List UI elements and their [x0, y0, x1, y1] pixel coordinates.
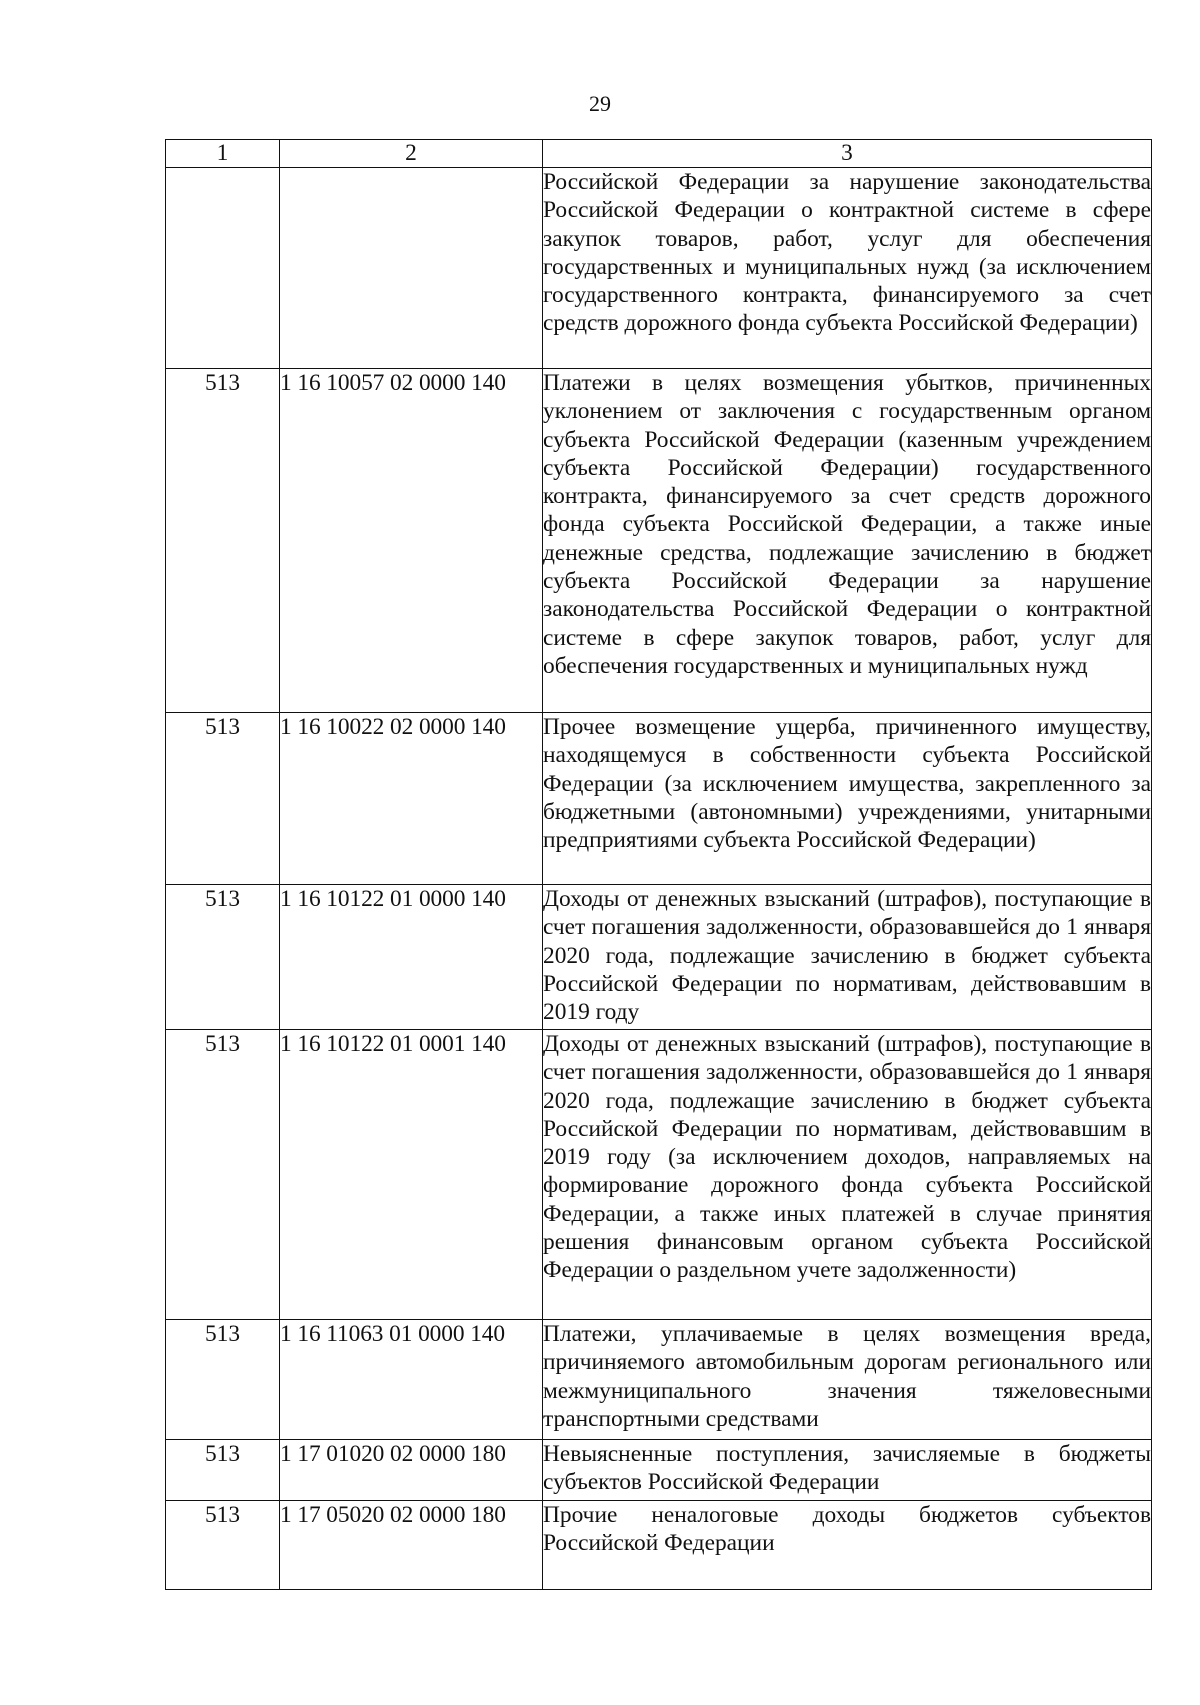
description-cell: Доходы от денежных взысканий (штрафов), поступающие в счет погашения задолженности, образовавшейся до 1 января 2020 года, подлежащие зачислению в бюджет субъекта Российской Федерации по нормативам, действовавшим в 2019 году: [543, 885, 1152, 1030]
kbk-code-cell-empty: [280, 168, 543, 369]
table-row: [166, 1030, 1152, 1320]
page-number: 29: [589, 91, 611, 116]
admin-code-cell: 513: [166, 369, 280, 713]
table-row: [166, 369, 1152, 713]
description-cell: Доходы от денежных взысканий (штрафов), поступающие в счет погашения задолженности, образовавшейся до 1 января 2020 года, подлежащие зачислению в бюджет субъекта Российской Федерации по нормативам, действовавшим в 2019 году (за исключением доходов, направляемых на формирование дорожного фонда субъекта Российской Федерации, а также иных платежей в случае принятия решения финансовым органом субъекта Российской Федерации о раздельном учете задолженности): [543, 1030, 1152, 1320]
admin-code-cell: 513: [166, 713, 280, 885]
admin-code-cell: 513: [166, 1030, 280, 1320]
column-header-2: 2: [280, 140, 543, 168]
description-cell: Российской Федерации за нарушение законодательства Российской Федерации о контрактной системе в сфере закупок товаров, работ, услуг для обеспечения государственных и муниципальных нужд (за исключением государственного контракта, финансируемого за счет средств дорожного фонда субъекта Российской Федерации): [543, 168, 1152, 369]
kbk-code-cell: 1 17 05020 02 0000 180: [280, 1501, 543, 1590]
table-header-row: [166, 140, 1152, 168]
kbk-code-cell: 1 16 10122 01 0000 140: [280, 885, 543, 1030]
admin-code-cell: 513: [166, 1320, 280, 1440]
table-row-continuation: [166, 168, 1152, 369]
description-cell: Прочее возмещение ущерба, причиненного имуществу, находящемуся в собственности субъекта Российской Федерации (за исключением имущества, закрепленного за бюджетными (автономными) учреждениями, унитарными предприятиями субъекта Российской Федерации): [543, 713, 1152, 885]
admin-code-cell: 513: [166, 1501, 280, 1590]
kbk-code-cell: 1 16 10057 02 0000 140: [280, 369, 543, 713]
column-header-3: 3: [543, 140, 1152, 168]
kbk-code-cell: 1 16 10122 01 0001 140: [280, 1030, 543, 1320]
budget-classification-table: [165, 139, 1152, 1590]
table-row: [166, 1501, 1152, 1590]
kbk-code-cell: 1 17 01020 02 0000 180: [280, 1440, 543, 1501]
description-cell: Прочие неналоговые доходы бюджетов субъектов Российской Федерации: [543, 1501, 1152, 1590]
kbk-code-cell: 1 16 10022 02 0000 140: [280, 713, 543, 885]
description-cell: Платежи, уплачиваемые в целях возмещения вреда, причиняемого автомобильным дорогам регионального или межмуниципального значения тяжеловесными транспортными средствами: [543, 1320, 1152, 1440]
admin-code-cell: 513: [166, 1440, 280, 1501]
admin-code-cell-empty: [166, 168, 280, 369]
table-row: [166, 1440, 1152, 1501]
table-row: [166, 1320, 1152, 1440]
admin-code-cell: 513: [166, 885, 280, 1030]
kbk-code-cell: 1 16 11063 01 0000 140: [280, 1320, 543, 1440]
description-cell: Невыясненные поступления, зачисляемые в бюджеты субъектов Российской Федерации: [543, 1440, 1152, 1501]
table-row: [166, 885, 1152, 1030]
description-cell: Платежи в целях возмещения убытков, причиненных уклонением от заключения с государственным органом субъекта Российской Федерации (казенным учреждением субъекта Российской Федерации) государственного контракта, финансируемого за счет средств дорожного фонда субъекта Российской Федерации, а также иные денежные средства, подлежащие зачислению в бюджет субъекта Российской Федерации за нарушение законодательства Российской Федерации о контрактной системе в сфере закупок товаров, работ, услуг для обеспечения государственных и муниципальных нужд: [543, 369, 1152, 713]
column-header-1: 1: [166, 140, 280, 168]
table-row: [166, 713, 1152, 885]
